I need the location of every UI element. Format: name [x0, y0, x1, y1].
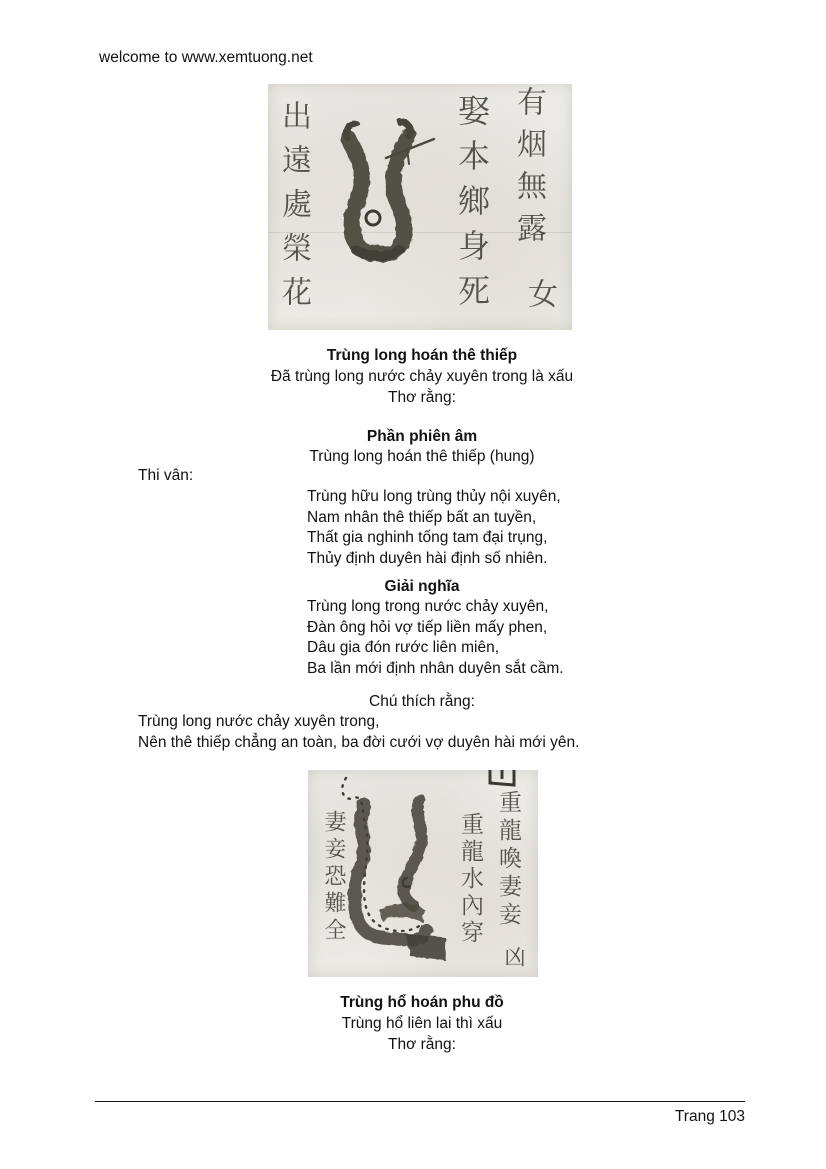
calligraphy-column-left: 妻妾恐難全 — [321, 810, 346, 945]
giai-nghia-heading: Giải nghĩa — [384, 578, 460, 595]
calligraphy-column-right-inner: 重龍水內穿 — [457, 812, 483, 947]
section1-tho-rang: Thơ rằng: — [388, 389, 456, 406]
calligraphy-column-right-outer: 重龍喚妻妾 — [495, 790, 521, 930]
verse-line: Dâu gia đón rước liên miên, — [307, 639, 499, 656]
verse-line: Trùng long trong nước chảy xuyên, — [307, 598, 549, 615]
giai-nghia-verse — [307, 597, 564, 679]
phien-am-heading: Phần phiên âm — [366, 428, 478, 445]
circle-mark — [366, 211, 380, 225]
calligraphy-char-nu: 女 — [522, 278, 557, 308]
section2-title: Trùng hổ hoán phu đồ — [340, 994, 504, 1011]
site-header-text: welcome to www.xemtuong.net — [99, 49, 313, 66]
chu-thich-line: Nên thê thiếp chẳng an toàn, ba đời cưới vợ duyên hài mới yên. — [138, 733, 580, 751]
verse-line: Đàn ông hỏi vợ tiếp liền mấy phen, — [307, 618, 548, 636]
verse-line: Trùng hữu long trùng thủy nội xuyên, — [307, 488, 561, 505]
chu-thich-heading: Chú thích rằng: — [369, 693, 475, 710]
calligraphy-column-middle: 娶本鄉身死 — [453, 94, 491, 319]
calligraphy-char-hung: 凶 — [502, 946, 526, 967]
phien-am-verse — [307, 487, 561, 569]
page-number: Trang 103 — [674, 1108, 745, 1125]
figure-trung-ho-scan — [308, 770, 538, 977]
footer-divider — [95, 1101, 745, 1102]
calligraphy-column-left: 出遠處榮花 — [276, 100, 311, 320]
section2-tho-rang: Thơ rằng: — [388, 1036, 456, 1053]
verse-line: Thất gia nghinh tống tam đại trụng, — [307, 529, 548, 546]
thi-van-label: Thi vân: — [138, 467, 194, 484]
partial-glyph-fragment — [490, 770, 514, 785]
calligraphy-column-right: 有烟無露 — [511, 86, 546, 254]
chu-thich-lines — [138, 712, 579, 753]
section2-subtitle: Trùng hổ liên lai thì xấu — [341, 1015, 503, 1032]
verse-line: Nam nhân thê thiếp bất an tuyền, — [307, 508, 537, 526]
phien-am-line: Trùng long hoán thê thiếp (hung) — [309, 448, 535, 465]
figure-trung-long-scan — [268, 84, 572, 330]
verse-line: Ba lần mới định nhân duyên sắt cầm. — [307, 659, 564, 677]
chu-thich-line: Trùng long nước chảy xuyên trong, — [138, 713, 380, 730]
section1-subtitle: Đã trùng long nước chảy xuyên trong là xấu — [270, 368, 574, 385]
verse-line: Thủy định duyên hài định số nhiên. — [307, 549, 548, 567]
section1-title: Trùng long hoán thê thiếp — [326, 347, 518, 364]
